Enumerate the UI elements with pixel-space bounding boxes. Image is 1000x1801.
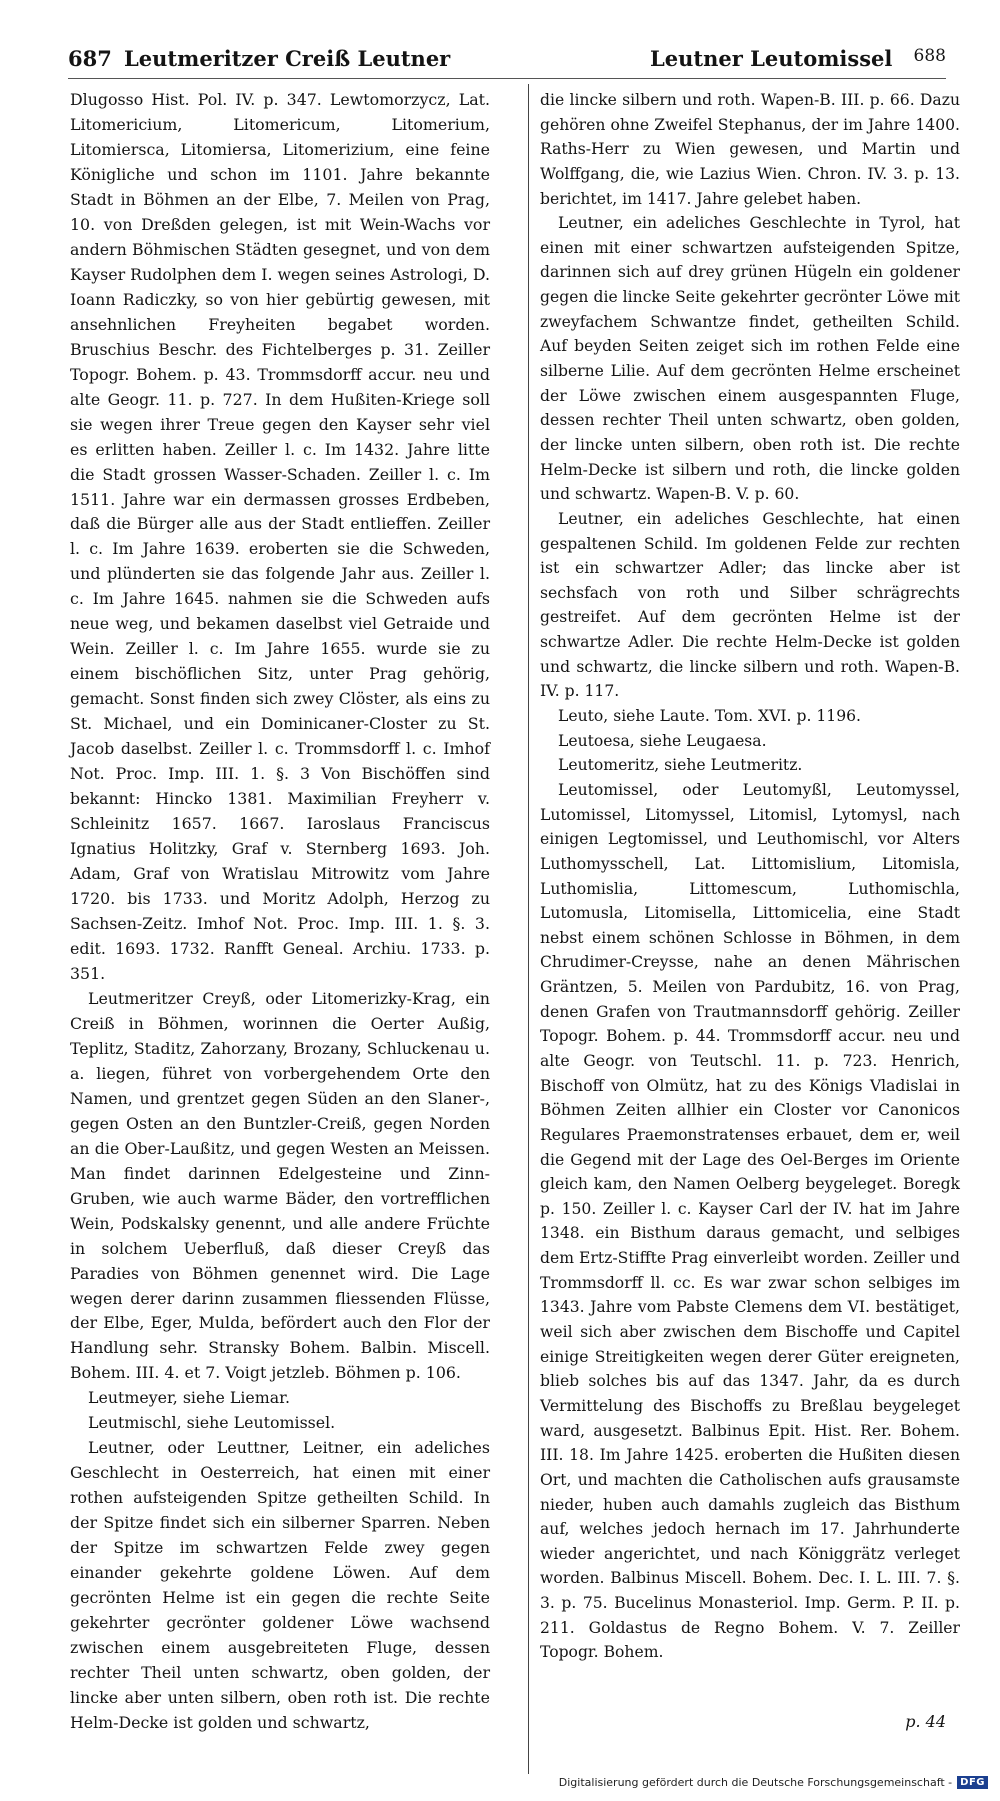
left-column	[70, 88, 490, 1736]
continuation-paragraph: die lincke silbern und roth. Wapen-B. III. p. 66. Dazu gehören ohne Zweifel Stephanus, der im Jahre 1400. Raths-Herr zu Wien gewesen, und Martin und Wolffgang, die, wie Lazius Wien. Chron. IV. 3. p. 13. berichtet, im 1417. Jahre gelebet haben.	[540, 91, 960, 208]
digitization-footer	[559, 1776, 988, 1789]
lexicon-entry: Leutner, oder Leuttner, Leitner, ein adeliches Geschlecht in Oesterreich, hat einen mit einer rothen aufsteigenden Spitze getheilten Schild. In der Spitze findet sich ein silberner Sparren. Neben der Spitze im schwartzen Felde zwey gegen einander gekehrte goldene Löwen. Auf dem gecrönten Helme ist ein gegen die rechte Seite gekehrter gecrönter goldener Löwe wachsend zwischen einem ausgebreiteten Fluge, dessen rechter Theil unten schwartz, oben golden, der lincke aber unten silbern, oben roth ist. Die rechte Helm-Decke ist golden und schwartz,	[70, 1438, 490, 1732]
right-running-title: Leutner Leutomissel	[650, 46, 893, 71]
column-divider	[528, 84, 529, 1774]
dfg-logo: DFG	[957, 1776, 988, 1789]
lexicon-entry: Leutmeritzer Creyß, oder Litomerizky-Krag, ein Creiß in Böhmen, worinnen die Oerter Außig, Teplitz, Staditz, Zahorzany, Brozany, Schluckenau u. a. liegen, führet von vorbergehendem Orte den Namen, und grentzet gegen Süden an den Slaner-, gegen Osten an den Buntzler-Creiß, gegen Norden an die Ober-Laußitz, und gegen Westen an Meissen. Man findet darinnen Edelgesteine und Zinn-Gruben, wie auch warme Bäder, den vortrefflichen Wein, Podskalsky genennt, und alle andere Früchte in solchem Ueberfluß, daß dieser Creyß das Paradies von Böhmen genennet wird. Die Lage wegen derer darinn zusammen fliessenden Flüsse, der Elbe, Eger, Mulda, befördert auch den Flor der Handlung sehr. Stransky Bohem. Balbin. Miscell. Bohem. III. 4. et 7. Voigt jetzleb. Böhmen p. 106.	[70, 988, 490, 1383]
left-running-title: Leutmeritzer Creiß Leutner	[124, 46, 451, 71]
lexicon-entry: Leutmischl, siehe Leutomissel.	[88, 1413, 336, 1433]
left-page-number: 687	[68, 46, 112, 71]
signature-mark: p. 44	[905, 1712, 946, 1731]
lexicon-entry: Leutner, ein adeliches Geschlechte, hat einen gespaltenen Schild. Im goldenen Felde zur rechten ist ein schwartzer Adler; das lincke aber ist sechsfach von roth und Silber schrägrechts gestreifet. Auf dem gecrönten Helme ist der schwartze Adler. Die rechte Helm-Decke ist golden und schwartz, die lincke silbern und roth. Wapen-B. IV. p. 117.	[540, 509, 960, 701]
lexicon-entry: Leutomissel, oder Leutomyßl, Leutomyssel, Lutomissel, Litomyssel, Litomisl, Lytomysl, nach einigen Legtomissel, und Leuthomischl, vor Alters Luthomysschell, Lat. Littomislium, Litomisla, Luthomislia, Littomescum, Luthomischla, Lutomusla, Litomisella, Littomicelia, eine Stadt nebst einem schönen Schlosse in Böhmen, in dem Chrudimer-Creysse, nahe an denen Mährischen Gräntzen, 5. Meilen von Pardubitz, 16. von Prag, denen Grafen von Trautmannsdorff gehörig. Zeiller Topogr. Bohem. p. 44. Trommsdorff accur. neu und alte Geogr. von Teutschl. 11. p. 723. Henrich, Bischoff von Olmütz, hat zu des Königs Vladislai in Böhmen Zeiten allhier ein Closter vor Canonicos Regulares Praemonstratenses erbauet, dem er, weil die Gegend mit der Lage des Oel-Berges im Oriente gleich kam, den Namen Oelberg beygeleget. Boregk p. 150. Zeiller l. c. Kayser Carl der IV. hat im Jahre 1348. ein Bisthum daraus gemacht, und selbiges dem Ertz-Stiffte Prag einverleibt worden. Zeiller und Trommsdorff ll. cc. Es war zwar schon selbiges im 1343. Jahre vom Pabste Clemens dem VI. bestätiget, weil sich aber zwischen dem Bischoffe und Capitel einige Streitigkeiten wegen derer Güter ereigneten, blieb solches bis auf das 1347. Jahr, da es durch Vermittelung des Bischoffs zu Breßlau beygeleget ward, ausgesetzt. Balbinus Epit. Hist. Rer. Bohem. III. 18. Im Jahre 1425. eroberten die Hußiten diesen Ort, und machten die Catholischen aufs grausamste nieder, huben auch damahls zugleich das Bisthum auf, welches jedoch hernach im 17. Jahrhunderte wieder angerichtet, und nach Königgrätz verleget worden. Balbinus Miscell. Bohem. Dec. I. L. III. 7. §. 3. p. 75. Bucelinus Monasteriol. Imp. Germ. P. II. p. 211. Goldastus de Regno Bohem. V. 7. Zeiller Topogr. Bohem.	[540, 780, 960, 1662]
lexicon-entry: Leutomeritz, siehe Leutmeritz.	[558, 756, 803, 775]
footer-text: Digitalisierung gefördert durch die Deutsche Forschungsgemeinschaft -	[558, 1776, 953, 1789]
header-rule	[68, 78, 946, 79]
continuation-paragraph: Dlugosso Hist. Pol. IV. p. 347. Lewtomorzycz, Lat. Litomericium, Litomericum, Litomerium, Litomiersca, Litomiersa, Litomerizium, eine feine Königliche und schon im 1101. Jahre bekannte Stadt in Böhmen an der Elbe, 7. Meilen von Prag, 10. von Dreßden gelegen, ist mit Wein-Wachs vor andern Böhmischen Städten gesegnet, und von dem Kayser Rudolphen dem I. wegen seines Astrologi, D. Ioann Radiczky, so von hier gebürtig gewesen, mit ansehnlichen Freyheiten begabet worden. Bruschius Beschr. des Fichtelberges p. 31. Zeiller Topogr. Bohem. p. 43. Trommsdorff accur. neu und alte Geogr. 11. p. 727. In dem Hußiten-Kriege soll sie wegen ihrer Treue gegen den Kayser sehr viel es erlitten haben. Zeiller l. c. Im 1432. Jahre litte die Stadt grossen Wasser-Schaden. Zeiller l. c. Im 1511. Jahre war ein dermassen grosses Erdbeben, daß die Bürger alle aus der Stadt entlieffen. Zeiller l. c. Im Jahre 1639. eroberten sie die Schweden, und plünderten sie das folgende Jahr aus. Zeiller l. c. Im Jahre 1645. nahmen sie die Schweden aufs neue weg, und bekamen daselbst viel Getraide und Wein. Zeiller l. c. Im Jahre 1655. wurde sie zu einem bischöflichen Sitz, unter Prag gehörig, gemacht. Sonst finden sich zwey Clöster, als eins zu St. Michael, und ein Dominicaner-Closter zu St. Jacob daselbst. Zeiller l. c. Trommsdorff l. c. Imhof Not. Proc. Imp. III. 1. §. 3 Von Bischöffen sind bekannt: Hincko 1381. Maximilian Freyherr v. Schleinitz 1657. 1667. Iaroslaus Franciscus Ignatius Holitzky, Graf v. Sternberg 1693. Joh. Adam, Graf von Wratislau Mitrowitz vom Jahre 1720. bis 1733. und Moritz Adolph, Herzog zu Sachsen-Zeitz. Imhof Not. Proc. Imp. III. 1. §. 3. edit. 1693. 1732. Ranfft Geneal. Archiu. 1733. p. 351.	[70, 90, 490, 983]
lexicon-entry: Leutmeyer, siehe Liemar.	[88, 1388, 290, 1408]
lexicon-entry: Leutner, ein adeliches Geschlechte in Tyrol, hat einen mit einer schwartzen aufsteigenden Spitze, darinnen sich auf drey grünen Hügeln ein goldener gegen die lincke Seite gekehrter gecrönter Löwe mit zweyfachem Schwantze findet, getheilten Schild. Auf beyden Seiten zeiget sich im rothen Felde eine silberne Lilie. Auf dem gecrönten Helme erscheinet der Löwe zwischen einem ausgespannten Fluge, dessen rechter Theil unten schwartz, oben golden, der lincke unten silbern, oben roth ist. Die rechte Helm-Decke ist silbern und roth, die lincke golden und schwartz. Wapen-B. V. p. 60.	[540, 214, 960, 504]
lexicon-entry: Leutoesa, siehe Leugaesa.	[558, 731, 767, 750]
right-page-number: 688	[913, 46, 946, 66]
lexicon-entry: Leuto, siehe Laute. Tom. XVI. p. 1196.	[558, 707, 861, 726]
right-column	[540, 88, 960, 1665]
running-header	[68, 46, 946, 78]
